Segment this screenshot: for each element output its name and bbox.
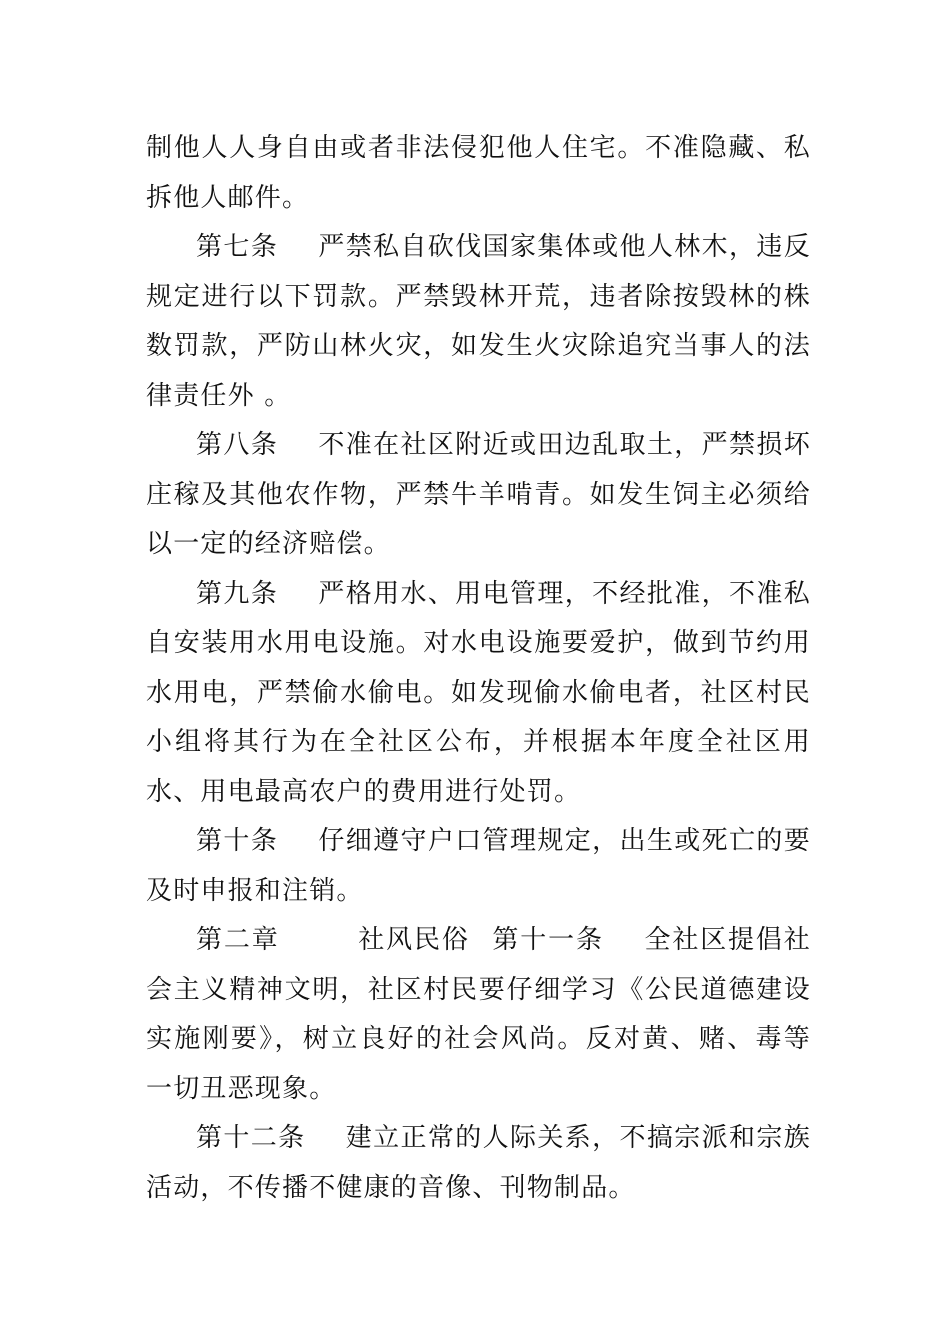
paragraph-article-7	[146, 223, 811, 421]
document-body	[146, 124, 811, 1213]
article-number: 第八条	[196, 430, 279, 460]
article-number: 第十一条	[491, 925, 604, 955]
paragraph-text: 不准在社区附近或田边乱取土，严禁损坏庄稼及其他农作物，严禁牛羊啃青。如发生饲主必须给以一定的经济赔偿。	[146, 430, 811, 559]
paragraph-article-12	[146, 1114, 811, 1213]
paragraph-text: 严格用水、用电管理，不经批准，不准私自安装用水用电设施。对水电设施要爱护，做到节约用水用电，严禁偷水偷电。如发现偷水偷电者，社区村民小组将其行为在全社区公布，并根据本年度全社区用水、用电最高农户的费用进行处罚。	[146, 578, 811, 807]
article-number: 第七条	[196, 232, 279, 262]
paragraph-text: 仔细遵守户口管理规定，出生或死亡的要及时申报和注销。	[146, 826, 811, 906]
paragraph-text: 制他人人身自由或者非法侵犯他人住宅。不准隐藏、私拆他人邮件。	[146, 133, 811, 213]
chapter-number: 第二章	[196, 925, 280, 955]
paragraph-text: 全社区提倡社会主义精神文明，社区村民要仔细学习《公民道德建设实施刚要》，树立良好的社会风尚。反对黄、赌、毒等一切丑恶现象。	[146, 925, 811, 1104]
paragraph-article-10	[146, 817, 811, 916]
paragraph-text: 建立正常的人际关系，不搞宗派和宗族活动，不传播不健康的音像、刊物制品。	[146, 1123, 811, 1203]
paragraph-continuation	[146, 124, 811, 223]
paragraph-article-8	[146, 421, 811, 570]
paragraph-article-9	[146, 570, 811, 818]
paragraph-text: 严禁私自砍伐国家集体或他人林木，违反规定进行以下罚款。严禁毁林开荒，违者除按毁林的株数罚款，严防山林火灾，如发生火灾除追究当事人的法律责任外 。	[146, 232, 811, 411]
article-number: 第十二条	[196, 1123, 306, 1153]
article-number: 第九条	[196, 578, 279, 609]
chapter-title: 社风民俗	[357, 925, 470, 955]
paragraph-chapter-2-article-11	[146, 916, 811, 1114]
article-number: 第十条	[196, 826, 279, 856]
